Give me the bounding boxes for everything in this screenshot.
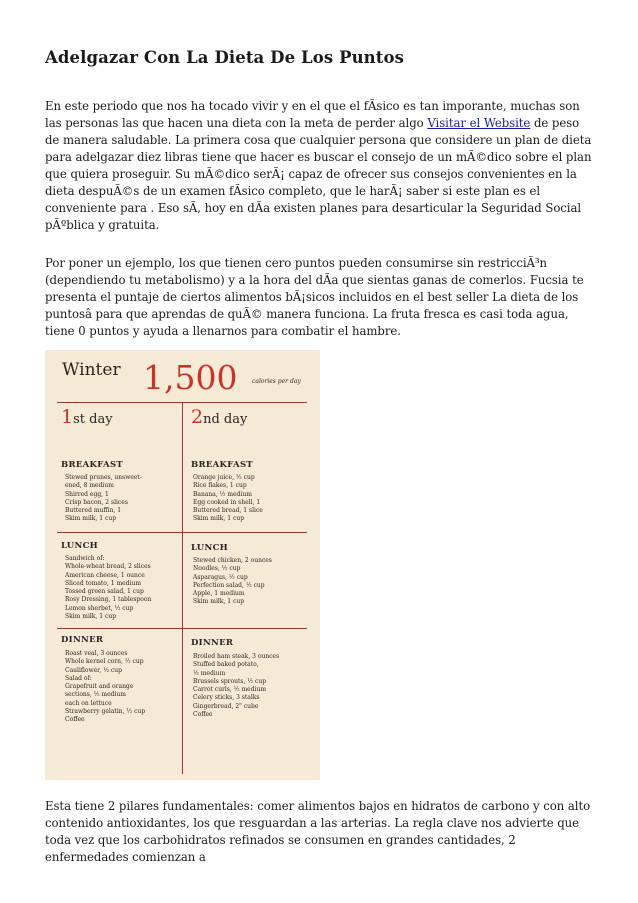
paragraph-intro-text-b: de peso de manera saludable. La primera cosa que cualquier persona que considere un plan de dieta para adelgazar diez libras tiene que hacer es buscar el consejo de un mÃ©dico sobre el plan que quiera proseguir. Su mÃ©dico serÃ¡ capaz de ofrecer sus consejos convenientes en la dieta despuÃ©s de un examen fÃsico completo, que le harÃ¡ saber si este plan es el conveniente para . Eso sÃ, hoy en dÃa existen planes para desarticular la Seguridad Social pÃºblica y gratuita. bbox=[45, 116, 592, 232]
menu-day-1-dinner bbox=[65, 650, 145, 725]
menu-item: Brussels sprouts, ½ cup bbox=[193, 677, 267, 685]
menu-item: sections, ½ medium bbox=[65, 691, 126, 699]
menu-item: Skim milk, 1 cup bbox=[65, 613, 117, 621]
menu-divider-lunch bbox=[57, 532, 307, 533]
menu-item: ½ medium bbox=[193, 669, 226, 677]
menu-item: Stuffed baked potato, bbox=[193, 661, 259, 669]
menu-item: Whole-wheat bread, 2 slices bbox=[65, 563, 151, 571]
menu-item: Roast veal, 3 ounces bbox=[65, 650, 128, 657]
menu-divider-dinner bbox=[57, 628, 307, 629]
menu-divider-vertical bbox=[182, 402, 183, 774]
menu-item: Skim milk, 1 cup bbox=[65, 515, 117, 523]
page-title: Adelgazar Con La Dieta De Los Puntos bbox=[45, 48, 404, 67]
menu-item: Egg cooked in shell, 1 bbox=[193, 498, 261, 506]
menu-item: Rice flakes, 1 cup bbox=[193, 482, 247, 490]
menu-season: Winter bbox=[62, 360, 121, 380]
menu-item: Whole kernel corn, ½ cup bbox=[65, 658, 144, 666]
menu-item: Apple, 1 medium bbox=[193, 590, 245, 598]
menu-calories-unit: calories per day bbox=[252, 378, 301, 385]
menu-item: Salad of: bbox=[65, 674, 92, 682]
menu-dinner-heading-1: DINNER bbox=[61, 635, 104, 645]
menu-item: Grapefruit and orange bbox=[65, 683, 134, 691]
menu-calories: 1,500 bbox=[143, 358, 238, 397]
menu-breakfast-heading-1: BREAKFAST bbox=[61, 460, 124, 470]
menu-item: ened, 8 medium bbox=[65, 482, 114, 490]
menu-item: each on lettuce bbox=[65, 699, 112, 707]
menu-item: Perfection salad, ½ cup bbox=[193, 581, 265, 589]
menu-item: Carrot curls, ½ medium bbox=[193, 686, 267, 694]
menu-item: Skim milk, 1 cup bbox=[193, 515, 245, 523]
menu-item: American cheese, 1 ounce bbox=[65, 571, 145, 579]
menu-item: Noodles, ½ cup bbox=[193, 565, 241, 573]
menu-item: Cauliflower, ½ cup bbox=[65, 666, 122, 674]
menu-item: Gingerbread, 2" cube bbox=[193, 702, 259, 710]
menu-day-1-breakfast bbox=[65, 474, 142, 524]
paragraph-points: Por poner un ejemplo, los que tienen cero puntos pueden consumirse sin restricciÃ³n (dependiendo tu metabolismo) y a la hora del dÃa que sientas ganas de comerlos. Fucsia te presenta el puntaje de ciertos alimentos bÃ¡sicos incluidos en el best seller La dieta de los puntosâ para que aprendas de quÃ© manera funciona. La fruta fresca es casi toda agua, tiene 0 puntos y ayuda a llenarnos para combatir el hambre. bbox=[45, 256, 584, 338]
paragraph-pillars: Esta tiene 2 pilares fundamentales: comer alimentos bajos en hidratos de carbono y con alto contenido antioxidantes, los que resguardan a las arterias. La regla clave nos advierte que toda vez que los carbohidratos refinados se consumen en grandes cantidades, 2 enfermedades comienzan a bbox=[45, 799, 591, 864]
menu-lunch-heading-1: LUNCH bbox=[61, 541, 98, 551]
menu-item: Buttered muffin, 1 bbox=[65, 507, 122, 515]
menu-breakfast-heading-2: BREAKFAST bbox=[191, 460, 254, 470]
visitar-website-link[interactable]: Visitar el Website bbox=[427, 116, 531, 130]
menu-day-2-breakfast bbox=[193, 474, 263, 524]
menu-day-2 bbox=[191, 406, 247, 428]
menu-lunch-heading-2: LUNCH bbox=[191, 543, 228, 553]
menu-item: Lemon sherbet, ½ cup bbox=[65, 604, 134, 612]
menu-item: Sliced tomato, 1 medium bbox=[65, 579, 142, 587]
menu-day-1-number: 1 bbox=[61, 406, 74, 428]
menu-item: Strawberry gelatin, ½ cup bbox=[65, 708, 146, 716]
menu-item: Broiled ham steak, 3 ounces bbox=[193, 653, 280, 660]
menu-divider-top bbox=[57, 402, 307, 403]
diet-menu-image bbox=[45, 350, 320, 780]
menu-item: Sandwich of: bbox=[65, 555, 105, 562]
menu-day-1 bbox=[61, 406, 113, 428]
menu-item: Stewed chicken, 2 ounces bbox=[193, 557, 272, 564]
paragraph-intro-text-a: En este periodo que nos ha tocado vivir y en el que el fÃsico es tan imporante, muchas son las personas las que hacen una dieta con la meta de perder algo bbox=[45, 99, 580, 130]
menu-item: Orange juice, ½ cup bbox=[193, 474, 255, 481]
menu-item: Coffee bbox=[65, 716, 85, 724]
paragraph-intro bbox=[45, 98, 595, 234]
menu-item: Rosy Dressing, 1 tablespoon bbox=[65, 596, 152, 604]
menu-item: Crisp bacon, 2 slices bbox=[65, 498, 128, 506]
menu-item: Banana, ½ medium bbox=[193, 490, 252, 498]
menu-day-1-label: st day bbox=[73, 412, 113, 427]
menu-dinner-heading-2: DINNER bbox=[191, 638, 234, 648]
menu-day-2-label: nd day bbox=[203, 412, 248, 427]
menu-day-2-number: 2 bbox=[191, 406, 204, 428]
menu-item: Coffee bbox=[193, 711, 213, 719]
menu-day-2-lunch bbox=[193, 557, 272, 607]
menu-item: Stewed prunes, unsweet- bbox=[65, 474, 142, 481]
menu-item: Tossed green salad, 1 cup bbox=[65, 588, 144, 596]
menu-item: Skim milk, 1 cup bbox=[193, 598, 245, 606]
menu-item: Celery sticks, 3 stalks bbox=[193, 694, 260, 702]
menu-day-1-lunch bbox=[65, 555, 151, 621]
menu-item: Asparagus, ½ cup bbox=[193, 573, 248, 581]
menu-day-2-dinner bbox=[193, 653, 279, 719]
menu-item: Buttered bread, 1 slice bbox=[193, 507, 263, 515]
menu-item: Shirred egg, 1 bbox=[65, 490, 109, 498]
